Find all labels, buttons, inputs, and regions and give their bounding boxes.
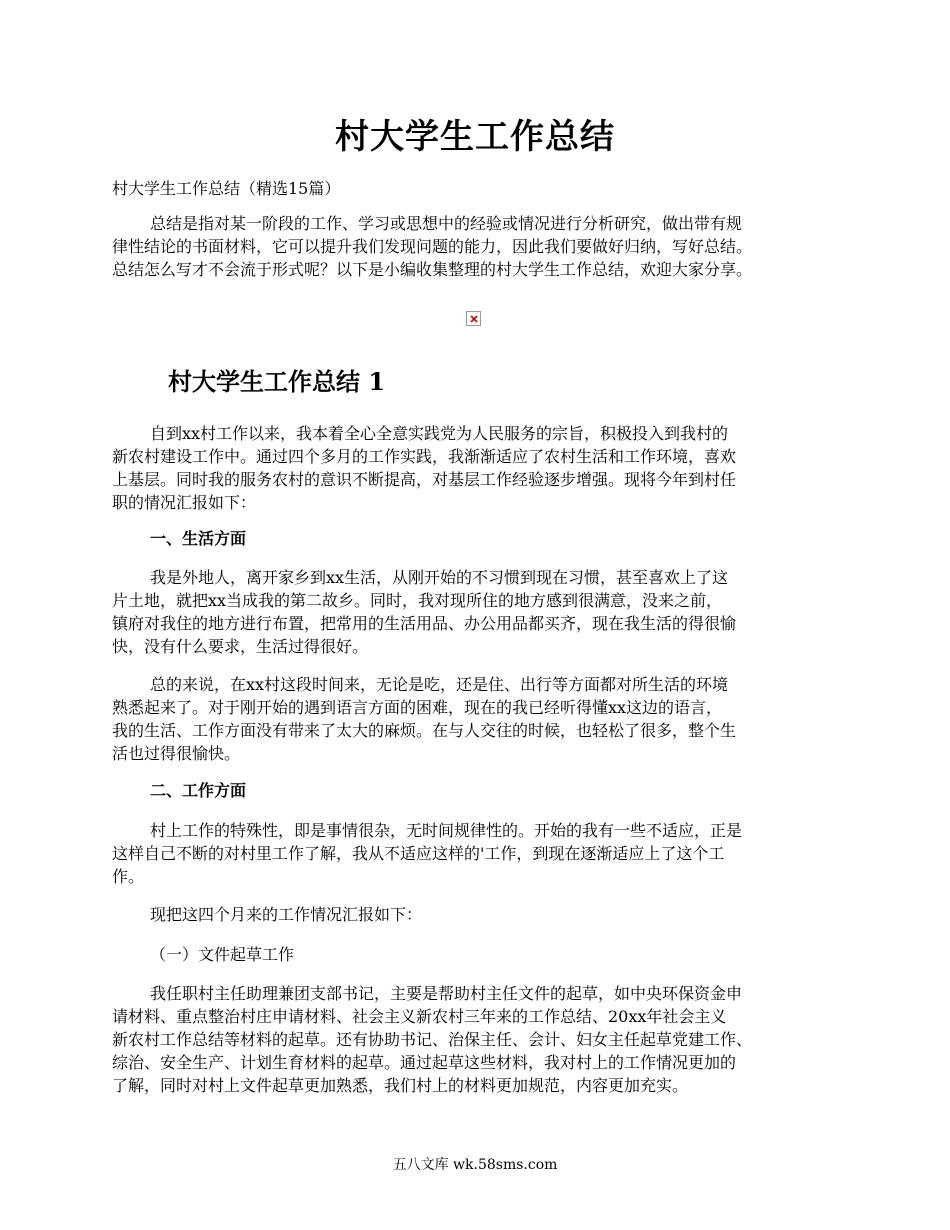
paragraph-line: 我任职村主任助理兼团支部书记，主要是帮助村主任文件的起草，如中央环保资金申 <box>150 984 743 1003</box>
close-icon <box>470 315 478 323</box>
paragraph-2 <box>112 566 852 658</box>
intro-line: 总结是指对某一阶段的工作、学习或思想中的经验或情况进行分析研究，做出带有规 <box>150 214 743 233</box>
paragraph-line: 镇府对我住的地方进行布置，把常用的生活用品、办公用品都买齐，现在我生活的得很愉 <box>112 614 737 633</box>
paragraph-line: 综治、安全生产、计划生育材料的起草。通过起草这些材料，我对村上的工作情况更加的 <box>112 1053 737 1072</box>
intro-line: 总结怎么写才不会流于形式呢？以下是小编收集整理的村大学生工作总结，欢迎大家分享。 <box>112 260 753 279</box>
heading-life: 一、生活方面 <box>150 529 247 548</box>
paragraph-5: 现把这四个月来的工作情况汇报如下： <box>150 905 423 924</box>
intro-line: 律性结论的书面材料，它可以提升我们发现问题的能力，因此我们要做好归纳，写好总结。 <box>112 237 753 256</box>
paragraph-line: 自到xx村工作以来，我本着全心全意实践党为人民服务的宗旨，积极投入到我村的 <box>150 424 729 443</box>
paragraph-1 <box>112 422 852 514</box>
paragraph-line: 上基层。同时我的服务农村的意识不断提高，对基层工作经验逐步增强。现将今年到村任 <box>112 470 737 489</box>
paragraph-line: 作。 <box>112 867 145 886</box>
paragraph-line: 这样自己不断的对村里工作了解，我从不适应这样的'工作，到现在逐渐适应上了这个工 <box>112 844 725 863</box>
paragraph-line: 新农村建设工作中。通过四个多月的工作实践，我渐渐适应了农村生活和工作环境，喜欢 <box>112 447 737 466</box>
paragraph-line: 活也过得很愉快。 <box>112 744 241 763</box>
paragraph-line: 了解，同时对村上文件起草更加熟悉，我们村上的材料更加规范，内容更加充实。 <box>112 1076 689 1095</box>
section-heading: 村大学生工作总结 1 <box>168 367 386 396</box>
paragraph-3 <box>112 673 852 765</box>
broken-image-icon <box>466 311 481 326</box>
paragraph-line: 总的来说，在xx村这段时间来，无论是吃，还是住、出行等方面都对所生活的环境 <box>150 675 729 694</box>
paragraph-line: 片土地，就把xx当成我的第二故乡。同时，我对现所住的地方感到很满意，没来之前， <box>112 591 723 610</box>
paragraph-line: 我是外地人，离开家乡到xx生活，从刚开始的不习惯到现在习惯，甚至喜欢上了这 <box>150 568 729 587</box>
heading-work: 二、工作方面 <box>150 781 247 800</box>
paragraph-line: 我的生活、工作方面没有带来了太大的麻烦。在与人交往的时候，也轻松了很多，整个生 <box>112 721 737 740</box>
paragraph-4 <box>112 819 852 888</box>
intro-paragraph <box>112 212 852 281</box>
subheading-1: （一）文件起草工作 <box>150 945 295 964</box>
paragraph-line: 村上工作的特殊性，即是事情很杂，无时间规律性的。开始的我有一些不适应，正是 <box>150 821 743 840</box>
paragraph-line: 请材料、重点整治村庄申请材料、社会主义新农村三年来的工作总结、20xx年社会主义 <box>112 1007 727 1026</box>
document-subtitle: 村大学生工作总结（精选15篇） <box>112 179 341 198</box>
paragraph-6 <box>112 982 852 1097</box>
paragraph-line: 快，没有什么要求，生活过得很好。 <box>112 637 369 656</box>
paragraph-line: 熟悉起来了。对于刚开始的遇到语言方面的困难，现在的我已经听得懂xx这边的语言， <box>112 698 723 717</box>
document-title: 村大学生工作总结 <box>335 117 615 157</box>
footer-watermark: 五八文库 wk.58sms.com <box>392 1157 558 1173</box>
paragraph-line: 职的情况汇报如下： <box>112 493 257 512</box>
paragraph-line: 新农村工作总结等材料的起草。还有协助书记、治保主任、会计、妇女主任起草党建工作、 <box>112 1030 753 1049</box>
